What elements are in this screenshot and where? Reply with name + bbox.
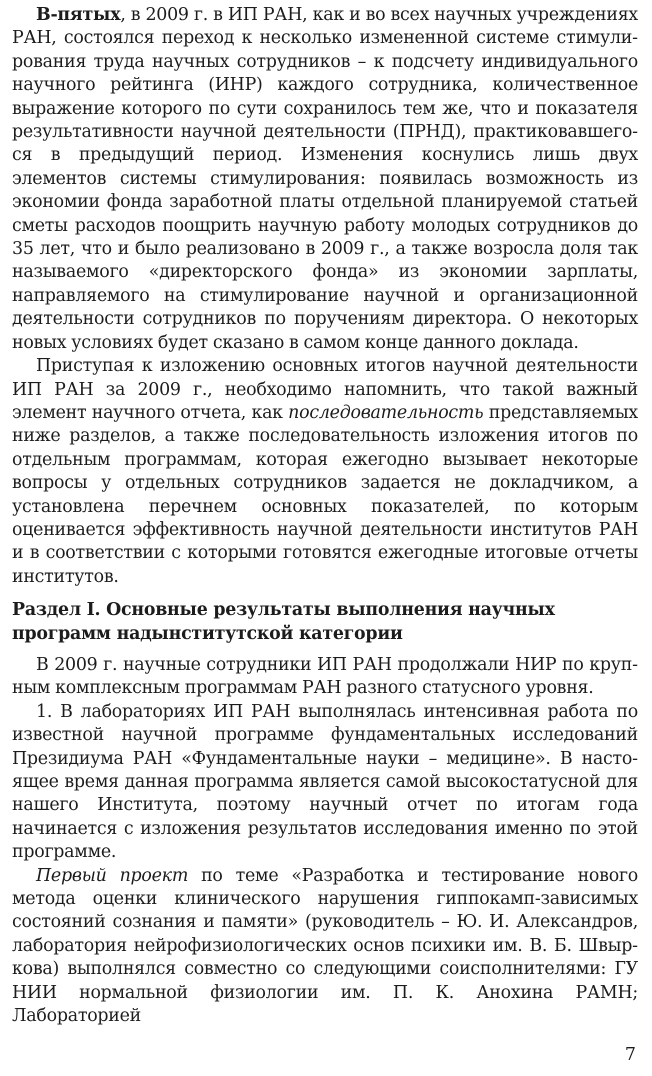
paragraph-text: , в 2009 г. в ИП РАН, как и во всех научных учреждениях РАН, состоялся переход к несколько измененной системе стимулирования труда научных сотрудников – к подсчету индивидуального научного рейтинга (ИНР) каждого сотрудника, количественное выражение которого по сути сохранилось тем же, что и показателя результативности научной деятельности (ПРНД), практиковавшегося в предыдущий период. Изменения коснулись лишь двух элементов системы стимулирования: появилась возможность из экономии фонда заработной платы отдельной планируемой статьей сметы расходов поощрить научную работу молодых сотрудников до 35 лет, что и было реализовано в 2009 г., а также возросла доля так называемого «директорского фонда» из экономии зарплаты, направляемого на стимулирование научной и организационной деятельности сотрудников по поручениям директора. О некоторых новых условиях будет сказано в самом конце данного доклада.: [12, 5, 638, 353]
section-heading: Раздел I. Основные результаты выполнения научных программ надынститутской категории: [12, 600, 555, 644]
paragraph-report-order: [12, 355, 638, 589]
italic-term: последовательность: [288, 402, 484, 423]
paragraph-programs-intro: В 2009 г. научные сотрудники ИП РАН продолжали НИР по крупным комплексным программам РАН разного статусного уровня.: [12, 654, 638, 699]
paragraph-text-before-italic: Приступая к изложению основных итогов научной деятельности ИП РАН за 2009 г., необходимо напомнить, что такой важный элемент научного отчета, как: [12, 356, 638, 423]
paragraph-first-project: [12, 865, 638, 1029]
page-number: 7: [624, 1045, 636, 1065]
document-page: [12, 4, 638, 1028]
paragraph-program-one: 1. В лабораториях ИП РАН выполнялась интенсивная работа по известной научной программе фундаментальных исследований Президиума РАН «Фундаментальные науки – медицине». В настоящее время данная программа является самой высокостатусной для нашего Института, поэтому научный отчет по итогам года начинается с изложения результатов исследования именно по этой программе.: [12, 701, 638, 863]
lead-bold-text: В-пятых: [36, 5, 121, 25]
paragraph-text: по теме «Разработка и тестирование нового метода оценки клинического нарушения гиппокамп-зависимых состояний сознания и памяти» (руководитель – Ю. И. Александров, лаборатория нейрофизиологических основ психики им. В. Б. Швыркова) выполнялся совместно со следующими соисполнителями: ГУ НИИ нормальной физиологии им. П. К. Анохина РАМН; Лабораторией: [12, 865, 638, 1027]
paragraph-fifth-point: [12, 4, 638, 355]
paragraph-text-after-italic: представляемых ниже разделов, а также последовательность изложения итогов по отдельным программам, которая ежегодно вызывает некоторые вопросы у отдельных сотрудников задается не докладчиком, а установлена перечнем основных показателей, по которым оценивается эффективность научной деятельности институтов РАН и в соответствии с которыми готовятся ежегодные итоговые отчеты институтов.: [12, 402, 638, 587]
italic-project-label: Первый проект: [36, 865, 189, 886]
